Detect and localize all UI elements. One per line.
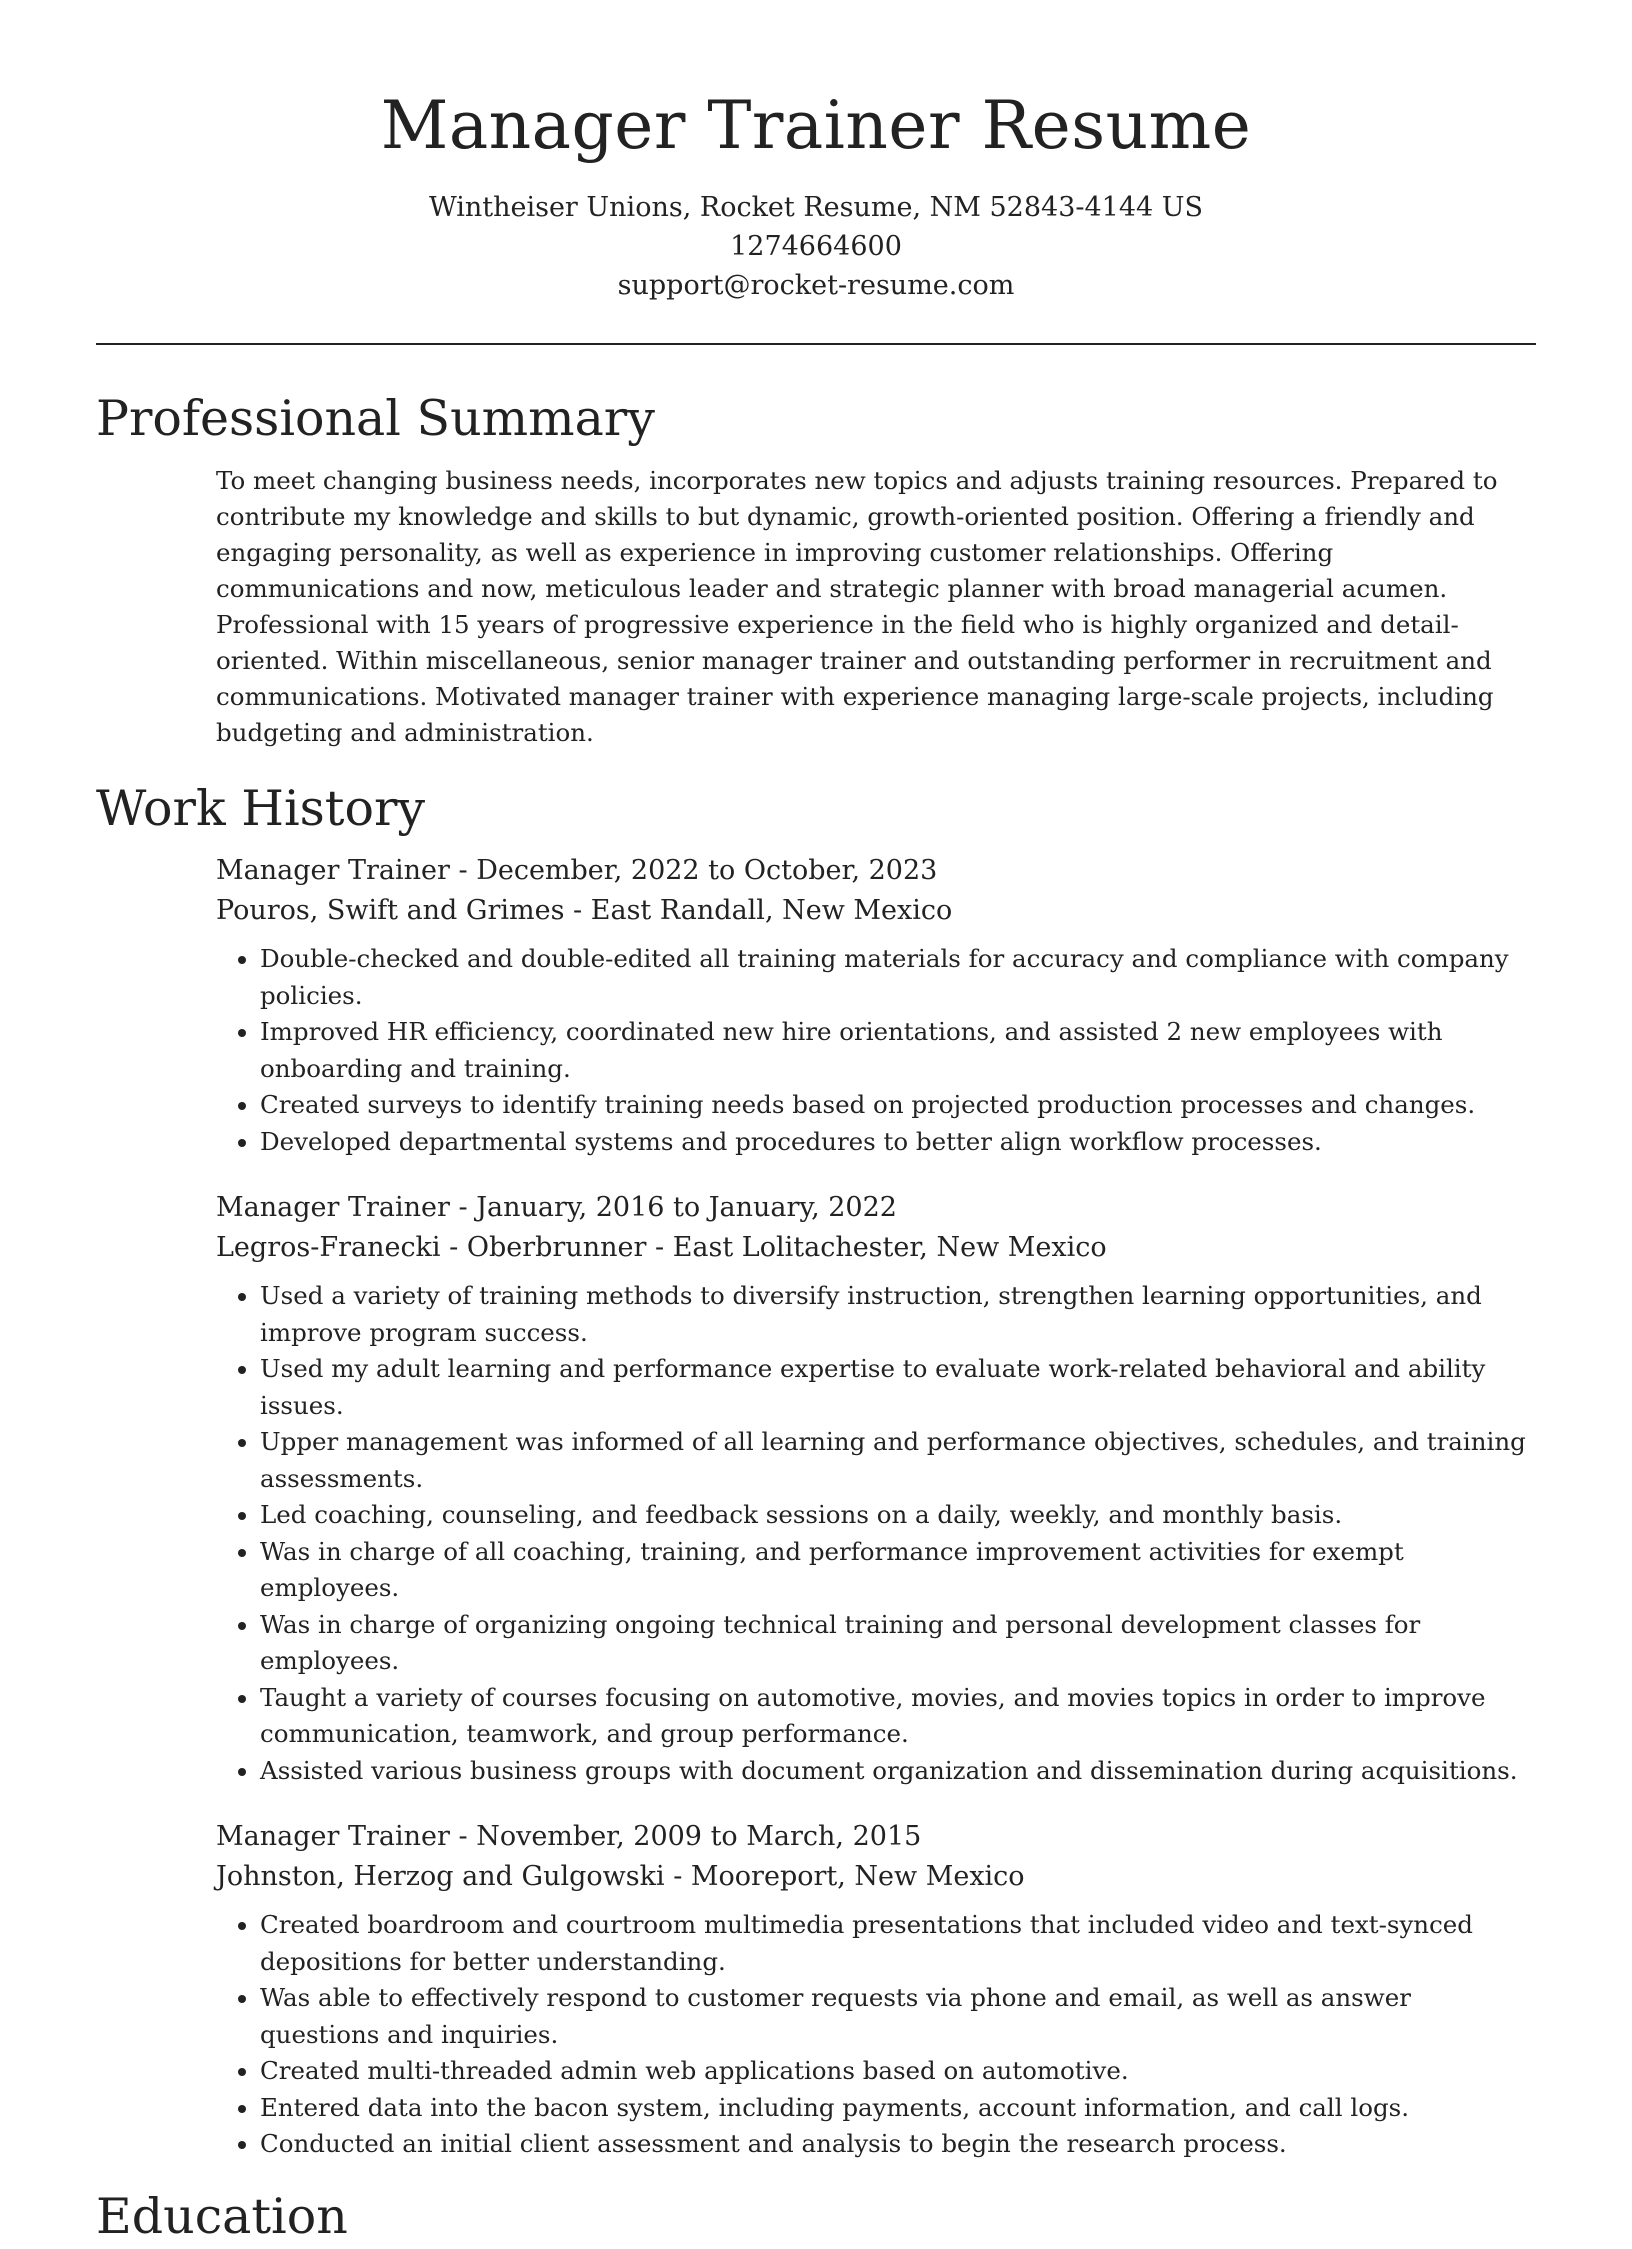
contact-email: support@rocket-resume.com [617,270,1015,301]
job-bullet: • Led coaching, counseling, and feedback sessions on a daily, weekly, and monthly basis. [260,1497,1536,1534]
summary-text: To meet changing business needs, incorporates new topics and adjusts training resources. Prepared to contribute my knowledge and skills to but dynamic, growth-oriented position. Offering a friendly and engaging personality, as well as experience in improving customer relationships. Offering communications and now, meticulous leader and strategic planner with broad managerial acumen. Professional with 15 years of progressive experience in the field who is highly organized and detail-oriented. Within miscellaneous, senior manager trainer and outstanding performer in recruitment and communications. Motivated manager trainer with experience managing large-scale projects, including budgeting and administration. [216,466,1498,747]
job-entry [216,1188,1536,1789]
work-history-section [216,851,1536,2163]
job-bullet: • Used my adult learning and performance expertise to evaluate work-related behavioral and ability issues. [260,1351,1536,1424]
job-bullet: • Assisted various business groups with document organization and dissemination during acquisitions. [260,1753,1536,1790]
contact-block [96,188,1536,305]
job-bullet: • Created surveys to identify training needs based on projected production processes and changes. [260,1087,1536,1124]
job-company-line [216,1228,1536,1268]
job-location: - East Lolitachester, New Mexico [646,1232,1107,1263]
job-role: Manager Trainer [216,855,450,886]
job-title-line [216,851,1536,891]
job-role: Manager Trainer [216,1821,450,1852]
section-title-education: Education [96,2187,348,2245]
job-dates: - November, 2009 to March, 2015 [449,1821,922,1852]
job-bullet: • Was able to effectively respond to customer requests via phone and email, as well as answer questions and inquiries. [260,1980,1536,2053]
job-bullet-list [216,1278,1536,1789]
job-entry [216,851,1536,1160]
job-bullet: • Developed departmental systems and procedures to better align workflow processes. [260,1124,1536,1161]
job-bullet: • Taught a variety of courses focusing on automotive, movies, and movies topics in order to improve communication, teamwork, and group performance. [260,1680,1536,1753]
job-bullet: • Conducted an initial client assessment and analysis to begin the research process. [260,2126,1536,2163]
job-company: Legros-Franecki - Oberbrunner [216,1232,647,1263]
section-title-work-history: Work History [96,780,426,837]
summary-section [216,463,1536,751]
job-bullet: • Was in charge of all coaching, training, and performance improvement activities for exempt employees. [260,1534,1536,1607]
job-bullet: • Upper management was informed of all learning and performance objectives, schedules, and training assessments. [260,1424,1536,1497]
resume-page [96,0,1536,2249]
resume-title: Manager Trainer Resume [380,87,1252,164]
job-bullet-list [216,1907,1536,2163]
job-dates: - December, 2022 to October, 2023 [449,855,938,886]
job-bullet-list [216,941,1536,1160]
job-company-line [216,891,1536,931]
job-bullet: • Entered data into the bacon system, including payments, account information, and call logs. [260,2090,1536,2127]
job-bullet: • Double-checked and double-edited all training materials for accuracy and compliance with company policies. [260,941,1536,1014]
section-title-summary: Professional Summary [96,390,655,447]
job-role: Manager Trainer [216,1192,450,1223]
job-bullet: • Used a variety of training methods to diversify instruction, strengthen learning opportunities, and improve program success. [260,1278,1536,1351]
job-title-line [216,1817,1536,1857]
job-company-line [216,1857,1536,1897]
header-divider [96,343,1536,345]
job-title-line [216,1188,1536,1228]
job-location: - East Randall, New Mexico [564,895,953,926]
resume-header [96,0,1536,305]
job-bullet: • Created multi-threaded admin web applications based on automotive. [260,2053,1536,2090]
job-entry [216,1817,1536,2163]
contact-phone: 1274664600 [730,231,902,262]
job-company: Johnston, Herzog and Gulgowski [216,1861,665,1892]
job-location: - Mooreport, New Mexico [664,1861,1025,1892]
job-bullet: • Was in charge of organizing ongoing technical training and personal development classes for employees. [260,1607,1536,1680]
job-company: Pouros, Swift and Grimes [216,895,565,926]
job-bullet: • Created boardroom and courtroom multimedia presentations that included video and text-synced depositions for better understanding. [260,1907,1536,1980]
job-bullet: • Improved HR efficiency, coordinated new hire orientations, and assisted 2 new employees with onboarding and training. [260,1014,1536,1087]
contact-address: Wintheiser Unions, Rocket Resume, NM 52843-4144 US [428,192,1204,223]
job-dates: - January, 2016 to January, 2022 [449,1192,897,1223]
